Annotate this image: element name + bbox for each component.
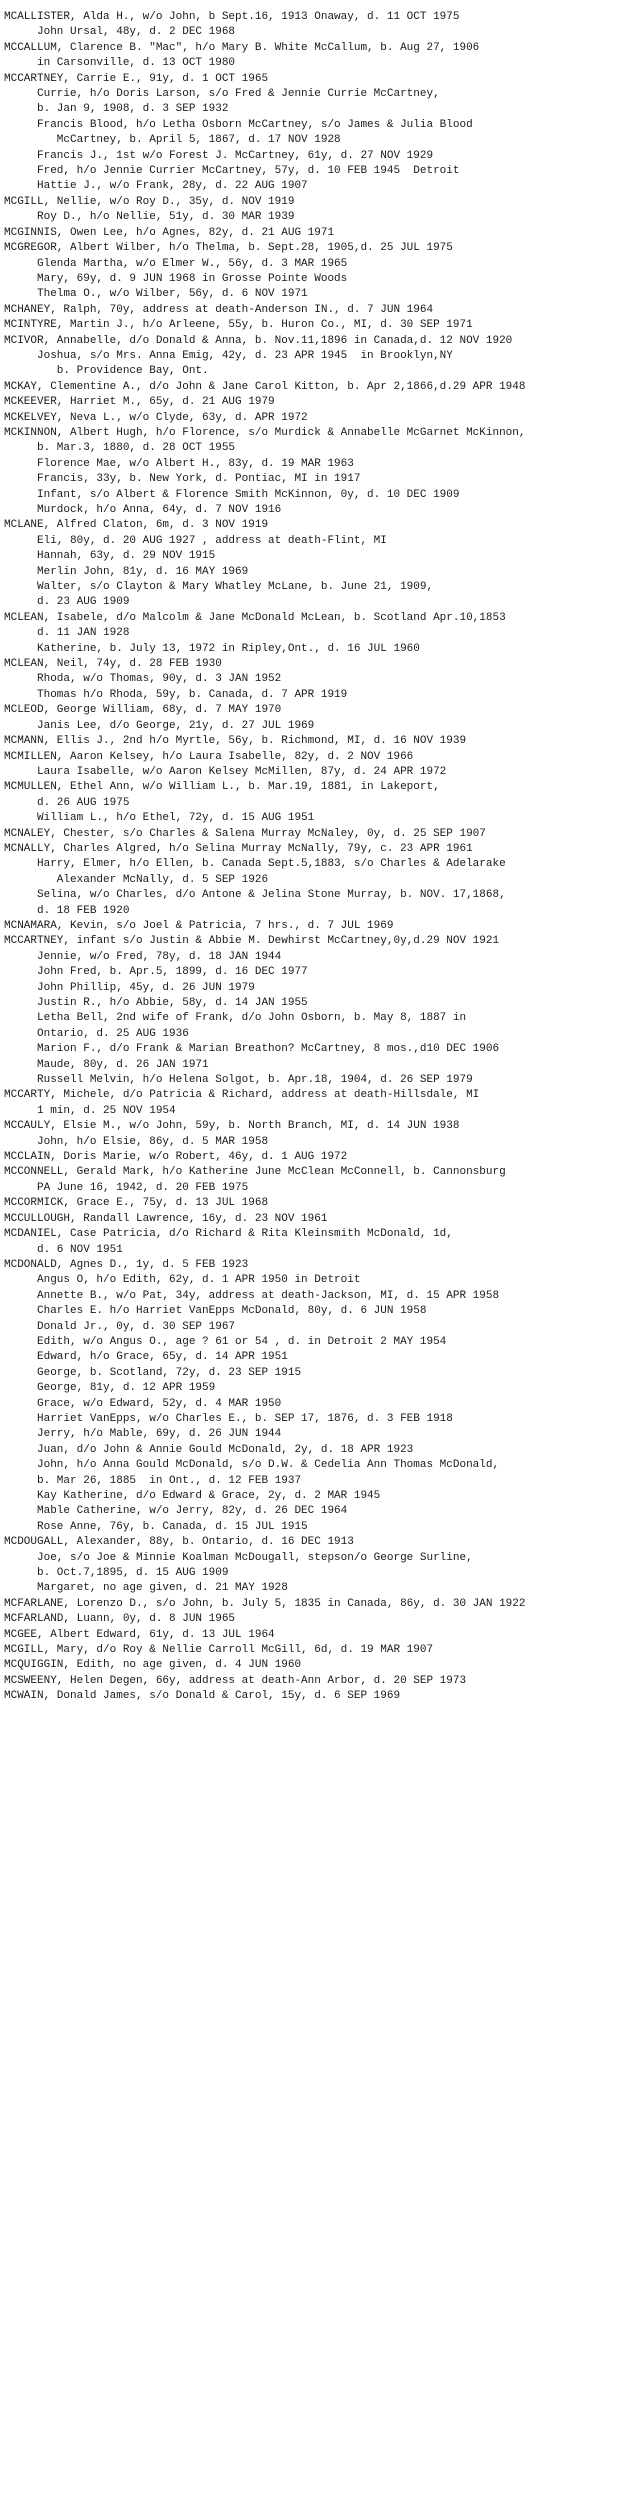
record-line: MCCARTNEY, Carrie E., 91y, d. 1 OCT 1965 [4,72,269,85]
record-line: Murdock, h/o Anna, 64y, d. 7 NOV 1916 [4,504,282,516]
record-entry [4,934,634,1088]
record-line: MCNALEY, Chester, s/o Charles & Salena Murray McNaley, 0y, d. 25 SEP 1907 [4,827,486,840]
record-entry [4,395,634,410]
record-entry [4,1165,634,1196]
record-line: Currie, h/o Doris Larson, s/o Fred & Jennie Currie McCartney, [4,88,440,101]
record-entry [4,1628,634,1643]
record-line: Edward, h/o Grace, 65y, d. 14 APR 1951 [4,1351,288,1364]
record-line: Laura Isabelle, w/o Aaron Kelsey McMillen, 87y, d. 24 APR 1972 [4,765,447,778]
record-line: Glenda Martha, w/o Elmer W., 56y, d. 3 MAR 1965 [4,257,348,270]
record-line: MCLEAN, Isabele, d/o Malcolm & Jane McDonald McLean, b. Scotland Apr.10,1853 [4,611,506,624]
record-line: Selina, w/o Charles, d/o Antone & Jelina Stone Murray, b. NOV. 17,1868, [4,889,506,902]
record-line: MCCAULY, Elsie M., w/o John, 59y, b. North Branch, MI, d. 14 JUN 1938 [4,1120,460,1133]
record-entry [4,241,634,303]
record-line: Eli, 80y, d. 20 AUG 1927 , address at death-Flint, MI [4,534,387,547]
record-line: MCGILL, Nellie, w/o Roy D., 35y, d. NOV 1919 [4,195,295,208]
record-line: MCKAY, Clementine A., d/o John & Jane Carol Kitton, b. Apr 2,1866,d.29 APR 1948 [4,380,526,393]
record-entry [4,703,634,734]
record-line: MCMANN, Ellis J., 2nd h/o Myrtle, 56y, b. Richmond, MI, d. 16 NOV 1939 [4,735,467,748]
record-line: Juan, d/o John & Annie Gould McDonald, 2y, d. 18 APR 1923 [4,1443,414,1456]
record-entry [4,1674,634,1689]
record-line: Francis, 33y, b. New York, d. Pontiac, MI in 1917 [4,473,361,486]
record-entry [4,827,634,842]
record-line: MCCONNELL, Gerald Mark, h/o Katherine June McClean McConnell, b. Cannonsburg [4,1166,506,1179]
record-line: MCWAIN, Donald James, s/o Donald & Carol, 15y, d. 6 SEP 1969 [4,1690,401,1703]
record-line: MCDOUGALL, Alexander, 88y, b. Ontario, d. 16 DEC 1913 [4,1536,354,1549]
record-line: MCCALLUM, Clarence B. "Mac", h/o Mary B. White McCallum, b. Aug 27, 1906 [4,41,480,54]
record-line: Joe, s/o Joe & Minnie Koalman McDougall, stepson/o George Surline, [4,1551,473,1564]
record-entry [4,41,634,72]
record-line: MCIVOR, Annabelle, d/o Donald & Anna, b. Nov.11,1896 in Canada,d. 12 NOV 1920 [4,334,513,347]
record-entry [4,411,634,426]
record-line: Annette B., w/o Pat, 34y, address at death-Jackson, MI, d. 15 APR 1958 [4,1289,500,1302]
record-line: MCKINNON, Albert Hugh, h/o Florence, s/o Murdick & Annabelle McGarnet McKinnon, [4,426,526,439]
record-line: MCNAMARA, Kevin, s/o Joel & Patricia, 7 hrs., d. 7 JUL 1969 [4,919,394,932]
record-line: MCMILLEN, Aaron Kelsey, h/o Laura Isabelle, 82y, d. 2 NOV 1966 [4,750,414,763]
record-line: Angus O, h/o Edith, 62y, d. 1 APR 1950 in Detroit [4,1274,361,1287]
record-line: MCMULLEN, Ethel Ann, w/o William L., b. Mar.19, 1881, in Lakeport, [4,781,440,794]
record-line: b. Jan 9, 1908, d. 3 SEP 1932 [4,103,229,116]
record-line: Jennie, w/o Fred, 78y, d. 18 JAN 1944 [4,950,282,963]
record-entry [4,1258,634,1535]
record-line: MCGILL, Mary, d/o Roy & Nellie Carroll McGill, 6d, d. 19 MAR 1907 [4,1644,434,1657]
record-entry [4,72,634,195]
record-entry [4,1612,634,1627]
record-line: MCGINNIS, Owen Lee, h/o Agnes, 82y, d. 21 AUG 1971 [4,226,335,239]
record-line: MCINTYRE, Martin J., h/o Arleene, 55y, b. Huron Co., MI, d. 30 SEP 1971 [4,319,473,332]
record-line: Katherine, b. July 13, 1972 in Ripley,Ont., d. 16 JUL 1960 [4,642,420,655]
record-entry [4,1119,634,1150]
record-line: 1 min, d. 25 NOV 1954 [4,1104,176,1117]
record-line: John, h/o Anna Gould McDonald, s/o D.W. & Cedelia Ann Thomas McDonald, [4,1459,500,1472]
record-line: d. 11 JAN 1928 [4,627,130,640]
record-entry [4,1689,634,1704]
record-line: in Carsonville, d. 13 OCT 1980 [4,57,236,70]
record-line: MCGREGOR, Albert Wilber, h/o Thelma, b. Sept.28, 1905,d. 25 JUL 1975 [4,242,453,255]
record-line: Donald Jr., 0y, d. 30 SEP 1967 [4,1320,236,1333]
record-entry [4,657,634,703]
record-line: MCNALLY, Charles Algred, h/o Selina Murray McNally, 79y, c. 23 APR 1961 [4,842,473,855]
record-line: John Ursal, 48y, d. 2 DEC 1968 [4,26,236,39]
record-line: Alexander McNally, d. 5 SEP 1926 [4,873,269,886]
record-entry [4,1212,634,1227]
record-line: MCQUIGGIN, Edith, no age given, d. 4 JUN 1960 [4,1659,302,1672]
record-line: Ontario, d. 25 AUG 1936 [4,1027,189,1040]
record-line: d. 18 FEB 1920 [4,904,130,917]
record-line: d. 23 AUG 1909 [4,596,130,609]
record-line: Grace, w/o Edward, 52y, d. 4 MAR 1950 [4,1397,282,1410]
record-line: b. Mar 26, 1885 in Ont., d. 12 FEB 1937 [4,1474,302,1487]
record-line: Francis Blood, h/o Letha Osborn McCartney, s/o James & Julia Blood [4,118,473,131]
record-line: Francis J., 1st w/o Forest J. McCartney, 61y, d. 27 NOV 1929 [4,149,434,162]
record-line: MCHANEY, Ralph, 70y, address at death-Anderson IN., d. 7 JUN 1964 [4,303,434,316]
record-line: Merlin John, 81y, d. 16 MAY 1969 [4,565,249,578]
record-line: MCLEOD, George William, 68y, d. 7 MAY 1970 [4,704,282,717]
record-entry [4,1150,634,1165]
record-line: d. 6 NOV 1951 [4,1243,123,1256]
record-entry [4,1227,634,1258]
record-entry [4,1643,634,1658]
record-entry [4,780,634,826]
record-line: MCCULLOUGH, Randall Lawrence, 16y, d. 23 NOV 1961 [4,1212,328,1225]
record-line: MCFARLAND, Luann, 0y, d. 8 JUN 1965 [4,1613,236,1626]
record-line: MCDONALD, Agnes D., 1y, d. 5 FEB 1923 [4,1258,249,1271]
record-line: Hattie J., w/o Frank, 28y, d. 22 AUG 1907 [4,180,308,193]
record-line: Justin R., h/o Abbie, 58y, d. 14 JAN 1955 [4,997,308,1009]
record-line: Rhoda, w/o Thomas, 90y, d. 3 JAN 1952 [4,673,282,686]
record-line: George, 81y, d. 12 APR 1959 [4,1382,216,1395]
record-line: Infant, s/o Albert & Florence Smith McKinnon, 0y, d. 10 DEC 1909 [4,488,460,501]
record-line: MCLEAN, Neil, 74y, d. 28 FEB 1930 [4,658,222,671]
record-entry [4,611,634,657]
record-line: Thomas h/o Rhoda, 59y, b. Canada, d. 7 APR 1919 [4,688,348,701]
record-line: MCFARLANE, Lorenzo D., s/o John, b. July 5, 1835 in Canada, 86y, d. 30 JAN 1922 [4,1597,526,1610]
record-line: Jerry, h/o Mable, 69y, d. 26 JUN 1944 [4,1428,282,1441]
record-line: Edith, w/o Angus O., age ? 61 or 54 , d. in Detroit 2 MAY 1954 [4,1335,447,1348]
record-entry [4,1196,634,1211]
record-line: MCSWEENY, Helen Degen, 66y, address at death-Ann Arbor, d. 20 SEP 1973 [4,1674,467,1687]
record-line: Charles E. h/o Harriet VanEpps McDonald, 80y, d. 6 JUN 1958 [4,1305,427,1318]
record-entry [4,734,634,749]
record-entry [4,1658,634,1673]
record-line: d. 26 AUG 1975 [4,796,130,809]
record-line: MCLANE, Alfred Claton, 6m, d. 3 NOV 1919 [4,519,269,532]
record-line: Mary, 69y, d. 9 JUN 1968 in Grosse Pointe Woods [4,272,348,285]
record-entry [4,226,634,241]
record-entry [4,919,634,934]
record-line: MCDANIEL, Case Patricia, d/o Richard & Rita Kleinsmith McDonald, 1d, [4,1228,453,1241]
record-line: Janis Lee, d/o George, 21y, d. 27 JUL 1969 [4,719,315,732]
record-entry [4,334,634,380]
record-line: Thelma O., w/o Wilber, 56y, d. 6 NOV 1971 [4,288,308,301]
record-line: MCCARTNEY, infant s/o Justin & Abbie M. Dewhirst McCartney,0y,d.29 NOV 1921 [4,935,500,948]
record-entry [4,518,634,610]
record-line: John Phillip, 45y, d. 26 JUN 1979 [4,981,255,994]
record-line: Walter, s/o Clayton & Mary Whatley McLane, b. June 21, 1909, [4,581,434,594]
record-line: Fred, h/o Jennie Currier McCartney, 57y, d. 10 FEB 1945 Detroit [4,165,460,178]
record-line: MCKELVEY, Neva L., w/o Clyde, 63y, d. APR 1972 [4,411,308,424]
record-entry [4,750,634,781]
record-entry [4,1535,634,1597]
record-entry [4,10,634,41]
record-line: Mable Catherine, w/o Jerry, 82y, d. 26 DEC 1964 [4,1505,348,1518]
record-line: Kay Katherine, d/o Edward & Grace, 2y, d. 2 MAR 1945 [4,1490,381,1502]
record-line: Roy D., h/o Nellie, 51y, d. 30 MAR 1939 [4,211,295,224]
record-line: MCCORMICK, Grace E., 75y, d. 13 JUL 1968 [4,1197,269,1210]
record-line: William L., h/o Ethel, 72y, d. 15 AUG 1951 [4,812,315,825]
record-line: Harriet VanEpps, w/o Charles E., b. SEP 17, 1876, d. 3 FEB 1918 [4,1412,453,1425]
record-line: George, b. Scotland, 72y, d. 23 SEP 1915 [4,1366,302,1379]
record-line: Hannah, 63y, d. 29 NOV 1915 [4,550,216,563]
record-line: John Fred, b. Apr.5, 1899, d. 16 DEC 1977 [4,966,308,979]
record-line: b. Oct.7,1895, d. 15 AUG 1909 [4,1567,229,1580]
record-line: McCartney, b. April 5, 1867, d. 17 NOV 1928 [4,134,341,147]
record-line: Russell Melvin, h/o Helena Solgot, b. Apr.18, 1904, d. 26 SEP 1979 [4,1074,473,1087]
record-entry [4,318,634,333]
record-line: Maude, 80y, d. 26 JAN 1971 [4,1058,209,1071]
record-entry [4,426,634,518]
record-line: MCALLISTER, Alda H., w/o John, b Sept.16, 1913 Onaway, d. 11 OCT 1975 [4,11,460,23]
record-entry [4,380,634,395]
record-line: b. Providence Bay, Ont. [4,365,209,378]
record-line: Joshua, s/o Mrs. Anna Emig, 42y, d. 23 APR 1945 in Brooklyn,NY [4,349,453,362]
record-line: Letha Bell, 2nd wife of Frank, d/o John Osborn, b. May 8, 1887 in [4,1012,467,1025]
record-line: Margaret, no age given, d. 21 MAY 1928 [4,1582,288,1595]
record-entry [4,195,634,226]
record-entry [4,1088,634,1119]
record-line: MCCARTY, Michele, d/o Patricia & Richard, address at death-Hillsdale, MI [4,1089,480,1102]
record-line: John, h/o Elsie, 86y, d. 5 MAR 1958 [4,1135,269,1148]
record-line: b. Mar.3, 1880, d. 28 OCT 1955 [4,442,236,455]
record-line: Harry, Elmer, h/o Ellen, b. Canada Sept.5,1883, s/o Charles & Adelarake [4,858,506,871]
record-line: MCCLAIN, Doris Marie, w/o Robert, 46y, d. 1 AUG 1972 [4,1151,348,1164]
record-line: Rose Anne, 76y, b. Canada, d. 15 JUL 1915 [4,1520,308,1533]
record-entry [4,842,634,919]
record-line: PA June 16, 1942, d. 20 FEB 1975 [4,1181,249,1194]
record-line: Florence Mae, w/o Albert H., 83y, d. 19 MAR 1963 [4,457,354,470]
record-line: MCKEEVER, Harriet M., 65y, d. 21 AUG 1979 [4,396,275,409]
record-line: Marion F., d/o Frank & Marian Breathon? McCartney, 8 mos.,d10 DEC 1906 [4,1043,500,1056]
record-line: MCGEE, Albert Edward, 61y, d. 13 JUL 1964 [4,1628,275,1641]
record-entry [4,1597,634,1612]
record-entry [4,303,634,318]
